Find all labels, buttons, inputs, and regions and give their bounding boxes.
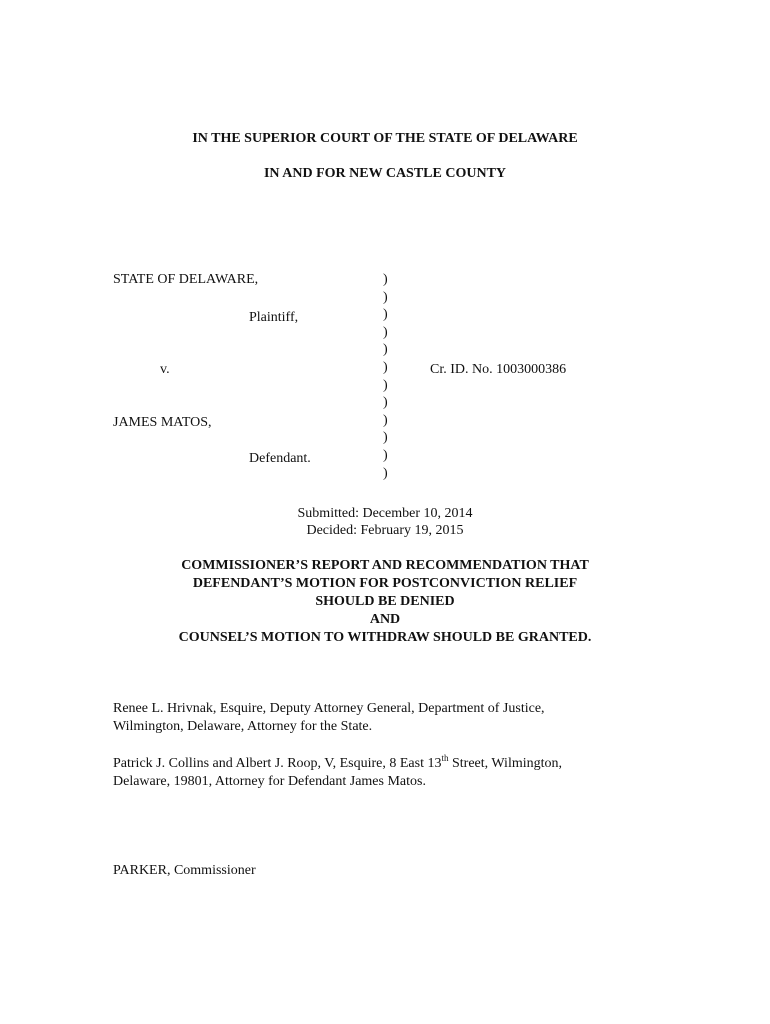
defense-counsel-text-a: Patrick J. Collins and Albert J. Roop, V, Esquire, 8 East 13 bbox=[113, 756, 442, 771]
defendant-role: Defendant. bbox=[249, 451, 311, 466]
caption-paren: ) bbox=[383, 447, 388, 463]
caption-paren: ) bbox=[383, 342, 388, 358]
report-title-line-2: DEFENDANT’S MOTION FOR POSTCONVICTION RELIEF bbox=[192, 576, 578, 591]
report-title-line-1: COMMISSIONER’S REPORT AND RECOMMENDATION THAT bbox=[181, 558, 589, 573]
versus: v. bbox=[160, 362, 170, 377]
plaintiff-name: STATE OF DELAWARE, bbox=[113, 272, 259, 287]
caption-paren: ) bbox=[383, 307, 388, 323]
report-title-line-3: SHOULD BE DENIED bbox=[315, 594, 455, 609]
commissioner-signature: PARKER, Commissioner bbox=[113, 863, 256, 878]
defense-counsel-line-2: Delaware, 19801, Attorney for Defendant James Matos. bbox=[113, 774, 426, 789]
plaintiff-role: Plaintiff, bbox=[249, 310, 299, 325]
defense-counsel-text-b: Street, Wilmington, bbox=[448, 756, 563, 771]
submitted-date: Submitted: December 10, 2014 bbox=[297, 506, 473, 521]
ordinal-suffix: th bbox=[441, 753, 449, 763]
caption-paren: ) bbox=[383, 359, 388, 375]
caption-paren: ) bbox=[383, 395, 388, 411]
report-title-line-4: AND bbox=[369, 612, 401, 627]
defense-counsel-line-1 bbox=[113, 755, 562, 773]
caption-paren: ) bbox=[383, 412, 388, 428]
county-line: IN AND FOR NEW CASTLE COUNTY bbox=[263, 166, 507, 181]
decided-date: Decided: February 19, 2015 bbox=[306, 523, 464, 538]
caption-paren: ) bbox=[383, 289, 388, 305]
caption-paren: ) bbox=[383, 272, 388, 287]
caption-parenthesis-column bbox=[383, 271, 388, 482]
court-name-line: IN THE SUPERIOR COURT OF THE STATE OF DELAWARE bbox=[192, 131, 578, 146]
defendant-name: JAMES MATOS, bbox=[113, 415, 212, 430]
caption-paren: ) bbox=[383, 465, 388, 481]
state-counsel-line-2: Wilmington, Delaware, Attorney for the State. bbox=[113, 719, 373, 734]
case-id: Cr. ID. No. 1003000386 bbox=[430, 362, 567, 377]
report-title-line-5: COUNSEL’S MOTION TO WITHDRAW SHOULD BE GRANTED. bbox=[178, 630, 592, 645]
caption-paren: ) bbox=[383, 430, 388, 446]
state-counsel-line-1: Renee L. Hrivnak, Esquire, Deputy Attorney General, Department of Justice, bbox=[113, 701, 545, 716]
caption-paren: ) bbox=[383, 324, 388, 340]
caption-paren: ) bbox=[383, 377, 388, 393]
